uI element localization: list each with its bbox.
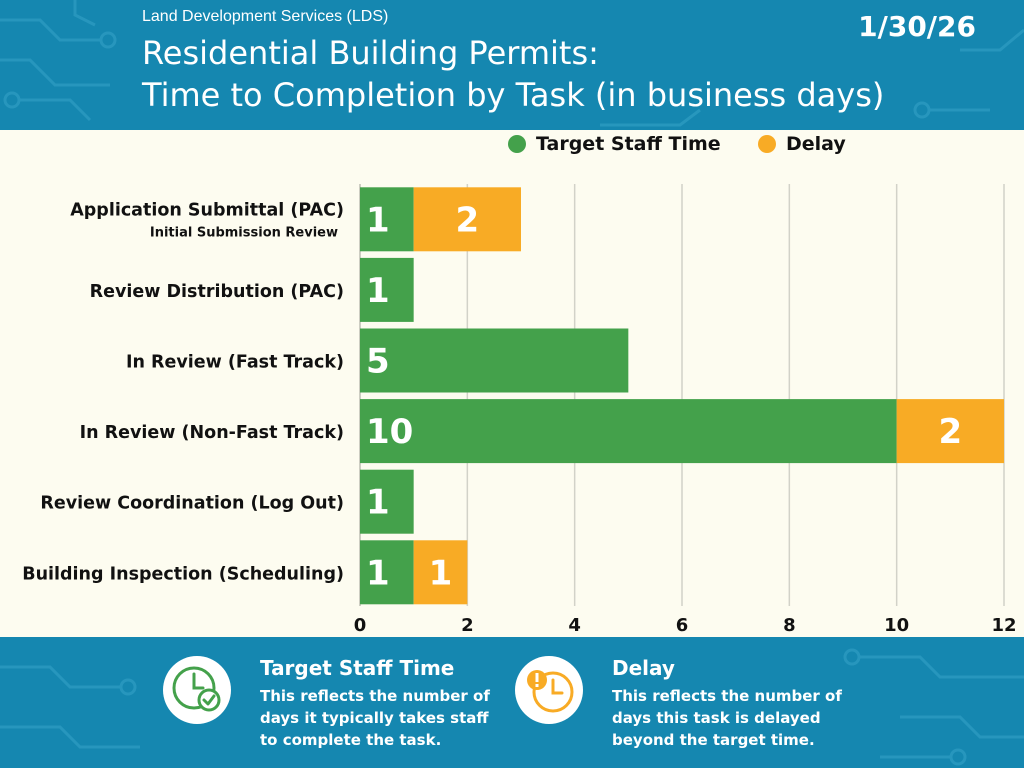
- x-tick-label-6: 6: [675, 615, 689, 636]
- data-label-target-2: 5: [366, 341, 390, 382]
- footer-delay-description: This reflects the number of days this task is delayed beyond the target time.: [612, 687, 842, 749]
- category-label-2: In Review (Fast Track): [125, 352, 344, 373]
- x-tick-label-10: 10: [884, 615, 910, 636]
- category-label-3: In Review (Non-Fast Track): [79, 423, 344, 444]
- category-label-4: Review Coordination (Log Out): [40, 493, 344, 514]
- legend-label-delay: Delay: [786, 133, 846, 155]
- legend-dot-target: [508, 135, 526, 153]
- data-label-delay-3: 2: [938, 412, 963, 453]
- x-tick-label-2: 2: [461, 615, 474, 636]
- footer-circuit-pattern-decoration: [0, 637, 1024, 768]
- footer-delay-heading: Delay: [612, 656, 675, 680]
- footer-target-description: This reflects the number of days it typically takes staff to complete the task.: [260, 687, 490, 749]
- x-tick-label-0: 0: [353, 615, 367, 636]
- data-label-target-1: 1: [366, 270, 390, 311]
- data-label-target-3: 10: [366, 412, 414, 453]
- legend-dot-delay: [758, 135, 776, 153]
- clock-check-icon: [163, 656, 231, 724]
- data-label-target-0: 1: [366, 200, 390, 241]
- organization-name: Land Development Services (LDS): [142, 8, 389, 25]
- data-label-target-4: 1: [366, 482, 390, 523]
- footer-target-heading: Target Staff Time: [260, 656, 455, 680]
- chart-legend: [0, 133, 1024, 159]
- bar-chart: [0, 160, 1024, 637]
- report-date: 1/30/26: [858, 10, 976, 43]
- title-line-1: Residential Building Permits:: [142, 34, 599, 72]
- x-tick-label-8: 8: [783, 615, 796, 636]
- footer-banner: [0, 637, 1024, 768]
- x-tick-label-12: 12: [991, 615, 1017, 636]
- x-tick-label-4: 4: [568, 615, 581, 636]
- category-label-1: Review Distribution (PAC): [89, 281, 344, 302]
- title-line-2: Time to Completion by Task (in business days): [142, 76, 885, 114]
- legend-item-delay: [758, 133, 846, 155]
- header-banner: [0, 0, 1024, 130]
- data-label-delay-5: 1: [428, 553, 453, 594]
- data-label-delay-0: 2: [455, 200, 480, 241]
- category-label-5: Building Inspection (Scheduling): [22, 564, 344, 585]
- data-label-target-5: 1: [366, 553, 390, 594]
- legend-item-target: [508, 133, 721, 155]
- bar-target-2: [360, 329, 628, 393]
- category-sublabel-0: Initial Submission Review: [149, 225, 338, 241]
- bar-target-3: [360, 399, 897, 463]
- legend-label-target: Target Staff Time: [536, 133, 721, 155]
- clock-alert-icon: [515, 656, 583, 724]
- category-label-0: Application Submittal (PAC): [70, 200, 344, 221]
- page-title: [142, 32, 884, 116]
